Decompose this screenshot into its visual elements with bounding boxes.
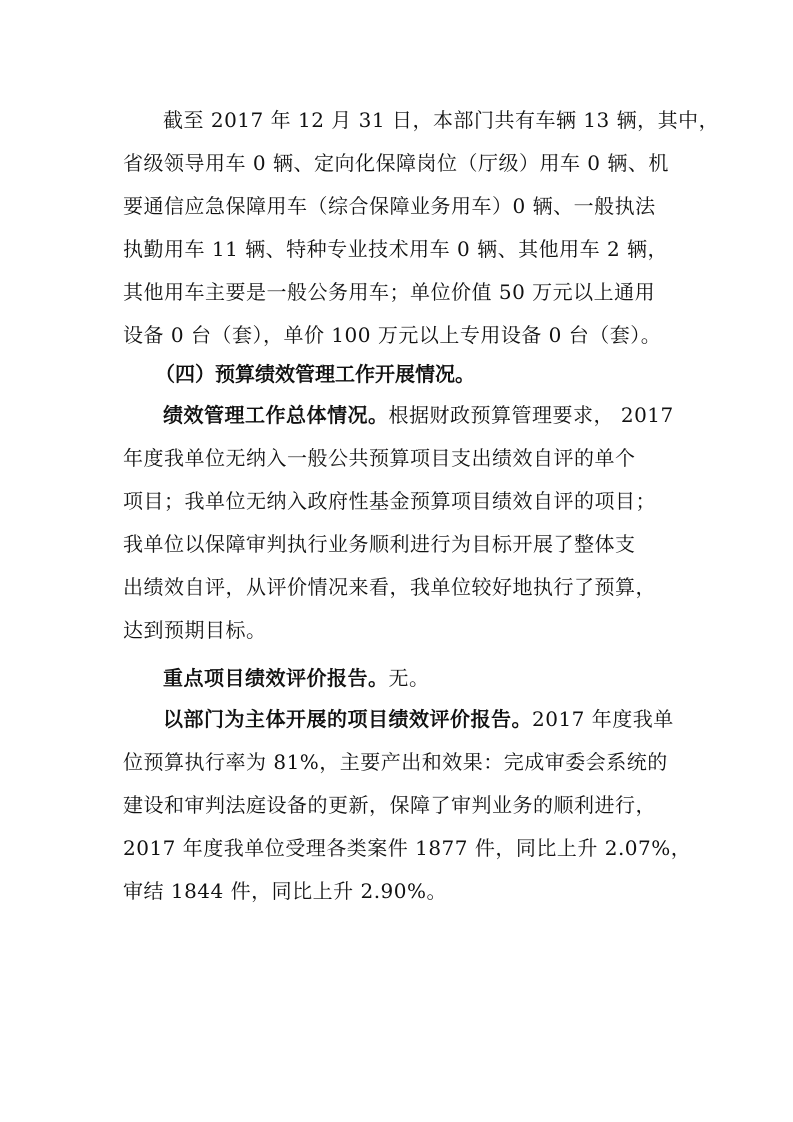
section-heading: （四）预算绩效管理工作开展情况。: [155, 362, 475, 386]
paragraph-line: 项目；我单位无纳入政府性基金预算项目绩效自评的项目；: [123, 489, 656, 513]
paragraph-line: [163, 706, 674, 732]
paragraph-line: 我单位以保障审判执行业务顺利进行为目标开展了整体支: [123, 532, 636, 556]
paragraph-line: 年度我单位无纳入一般公共预算项目支出绩效自评的单个: [123, 446, 636, 470]
paragraph-line: 要通信应急保障用车（综合保障业务用车）0 辆、一般执法: [123, 194, 656, 218]
paragraph-line: 出绩效自评，从评价情况来看，我单位较好地执行了预算，: [123, 575, 656, 599]
paragraph-line: 截至 2017 年 12 月 31 日，本部门共有车辆 13 辆，其中，: [163, 108, 720, 132]
paragraph-line: 建设和审判法庭设备的更新，保障了审判业务的顺利进行，: [123, 793, 656, 817]
paragraph-line: 设备 0 台（套），单价 100 万元以上专用设备 0 台（套）。: [123, 323, 662, 347]
paragraph-line: 位预算执行率为 81%，主要产出和效果：完成审委会系统的: [123, 750, 668, 774]
paragraph-line: 2017 年度我单位受理各类案件 1877 件，同比上升 2.07%，: [123, 836, 692, 860]
lead-bold-text: 绩效管理工作总体情况。: [163, 403, 389, 427]
lead-bold-text: 重点项目绩效评价报告。: [163, 666, 389, 690]
paragraph-text: 根据财政预算管理要求， 2017: [388, 403, 674, 427]
paragraph-line: 达到预期目标。: [123, 618, 267, 642]
paragraph-line: [163, 402, 674, 428]
paragraph-text: 无。: [388, 666, 430, 690]
paragraph-text: 2017 年度我单: [532, 707, 674, 731]
paragraph-line: 省级领导用车 0 辆、定向化保障岗位（厅级）用车 0 辆、机: [123, 151, 669, 175]
paragraph-line: [163, 665, 430, 691]
lead-bold-text: 以部门为主体开展的项目绩效评价报告。: [163, 707, 532, 731]
paragraph-line: 执勤用车 11 辆、特种专业技术用车 0 辆、其他用车 2 辆，: [123, 237, 669, 261]
paragraph-line: 其他用车主要是一般公务用车；单位价值 50 万元以上通用: [123, 280, 656, 304]
paragraph-line: 审结 1844 件，同比上升 2.90%。: [123, 879, 448, 903]
